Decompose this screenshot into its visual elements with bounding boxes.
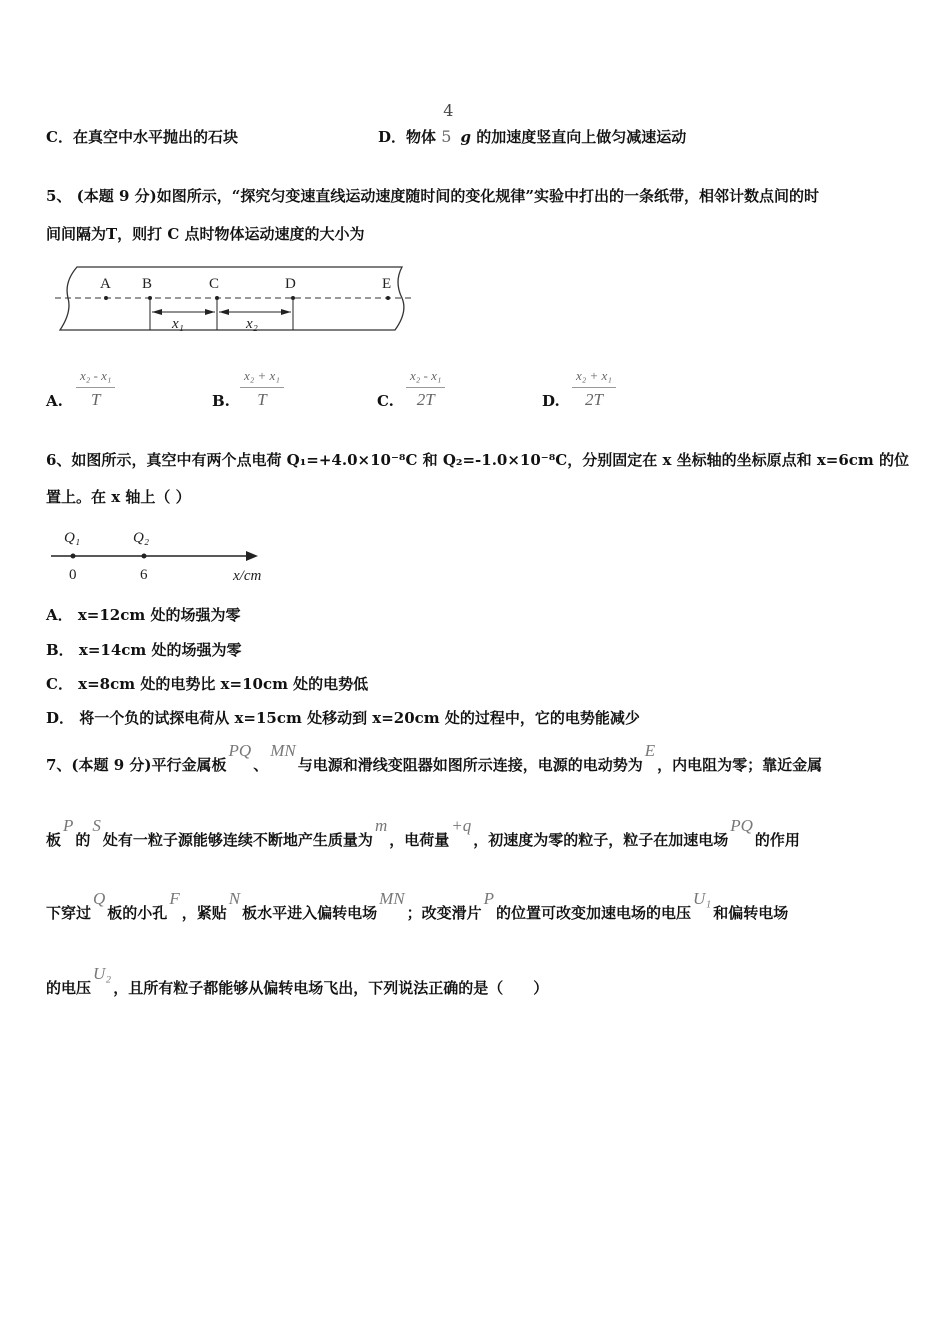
text: 板的小孔	[107, 904, 168, 922]
q7-line2	[46, 816, 800, 850]
math: MN	[270, 741, 296, 760]
math: E	[644, 741, 656, 760]
text: 的电压	[46, 979, 92, 997]
text: 板	[46, 831, 62, 849]
math: U₁	[693, 889, 712, 908]
math: PQ	[730, 816, 753, 835]
q4-option-d	[378, 101, 687, 147]
math: MN	[379, 889, 405, 908]
q5-option-c[interactable]: C.	[377, 392, 394, 410]
axis-label: x/cm	[233, 568, 262, 584]
q5-option-d[interactable]: D.	[542, 392, 560, 410]
q6-option-c[interactable]: C． x=8cm 处的电势比 x=10cm 处的电势低	[46, 675, 369, 693]
numerator: x₂ - x₁	[406, 368, 445, 388]
frac-den: 5	[441, 127, 452, 146]
text: 与电源和滑线变阻器如图所示连接，电源的电动势为	[297, 756, 643, 774]
math: +q	[451, 816, 472, 835]
q5-option-a[interactable]: A.	[46, 392, 63, 410]
paper-tape-diagram	[50, 262, 420, 338]
point-c: C	[209, 276, 220, 292]
point-e: E	[382, 276, 392, 292]
q5-option-b-formula	[240, 368, 284, 410]
math: P	[483, 889, 494, 908]
q4-d-pre: D．物体	[378, 128, 437, 146]
q5-line1: 5、 (本题 9 分)如图所示，“探究匀变速直线运动速度随时间的变化规律”实验中打出的一条纸带，相邻计数点间的时	[46, 187, 819, 205]
q5-option-b[interactable]: B.	[212, 392, 230, 410]
tick-0: 0	[69, 567, 77, 583]
q6-option-a[interactable]: A． x=12cm 处的场强为零	[46, 606, 241, 624]
q6-line1: 6、如图所示，真空中有两个点电荷 Q₁=+4.0×10⁻⁸C 和 Q₂=-1.0×10⁻⁸C，分别固定在 x 坐标轴的坐标原点和 x=6cm 的位	[46, 451, 910, 469]
q4-d-post: 的加速度竖直向上做匀减速运动	[476, 128, 687, 146]
math: N	[228, 889, 241, 908]
denominator: T	[257, 390, 267, 409]
text: ；改变滑片	[406, 904, 482, 922]
q6-line2: 置上。在 x 轴上（ ）	[46, 488, 191, 506]
numerator: x₂ + x₁	[572, 368, 616, 388]
math: m	[374, 816, 388, 835]
denominator: 2T	[416, 390, 435, 409]
text: 下穿过	[46, 904, 92, 922]
text: 的作用	[754, 831, 800, 849]
numerator: x₂ + x₁	[240, 368, 284, 388]
q7-line3	[46, 889, 789, 923]
math: U₂	[93, 964, 112, 983]
point-b: B	[142, 276, 153, 292]
text: ，紧贴	[181, 904, 227, 922]
q6-option-b[interactable]: B． x=14cm 处的场强为零	[46, 641, 242, 659]
text: 7、(本题 9 分)平行金属板	[46, 756, 227, 774]
x-axis-diagram	[46, 522, 276, 586]
text: 的位置可改变加速电场的电压	[495, 904, 691, 922]
denominator: 2T	[584, 390, 603, 409]
tick-6: 6	[140, 567, 148, 583]
numerator: x₂ - x₁	[76, 368, 115, 388]
q4-option-c: C．在真空中水平抛出的石块	[46, 128, 238, 146]
text: 、	[253, 756, 269, 774]
q6-option-d[interactable]: D． 将一个负的试探电荷从 x=15cm 处移动到 x=20cm 处的过程中，它的电势能减少	[46, 709, 640, 727]
label-q1: Q₁	[64, 530, 81, 546]
text: 的	[75, 831, 91, 849]
math: S	[92, 816, 101, 835]
q5-option-a-formula	[76, 368, 115, 410]
q7-line4	[46, 964, 549, 998]
math: P	[63, 816, 74, 835]
q5-option-c-formula	[406, 368, 445, 410]
q5-option-d-formula	[572, 368, 616, 410]
q4-g: g	[460, 128, 471, 146]
text: 和偏转电场	[713, 904, 789, 922]
text: ，电荷量	[389, 831, 450, 849]
point-d: D	[285, 276, 296, 292]
text: 板水平进入偏转电场	[242, 904, 378, 922]
segment-x2: x₂	[246, 316, 258, 332]
q7-line1	[46, 741, 823, 775]
frac-num: 4	[443, 101, 454, 120]
denominator: T	[90, 390, 101, 409]
label-q2: Q₂	[133, 530, 150, 546]
q4-fraction	[441, 101, 455, 147]
point-a: A	[100, 276, 111, 292]
text: ，初速度为零的粒子，粒子在加速电场	[473, 831, 729, 849]
text: ，且所有粒子都能够从偏转电场飞出，下列说法正确的是（ ）	[113, 979, 549, 997]
segment-x1: x₁	[172, 316, 184, 332]
text: 处有一粒子源能够连续不断地产生质量为	[102, 831, 373, 849]
text: ，内电阻为零；靠近金属	[657, 756, 823, 774]
q5-line2: 间间隔为T，则打 C 点时物体运动速度的大小为	[46, 225, 365, 243]
math: PQ	[228, 741, 252, 760]
math: Q	[93, 889, 106, 908]
math: F	[169, 889, 180, 908]
